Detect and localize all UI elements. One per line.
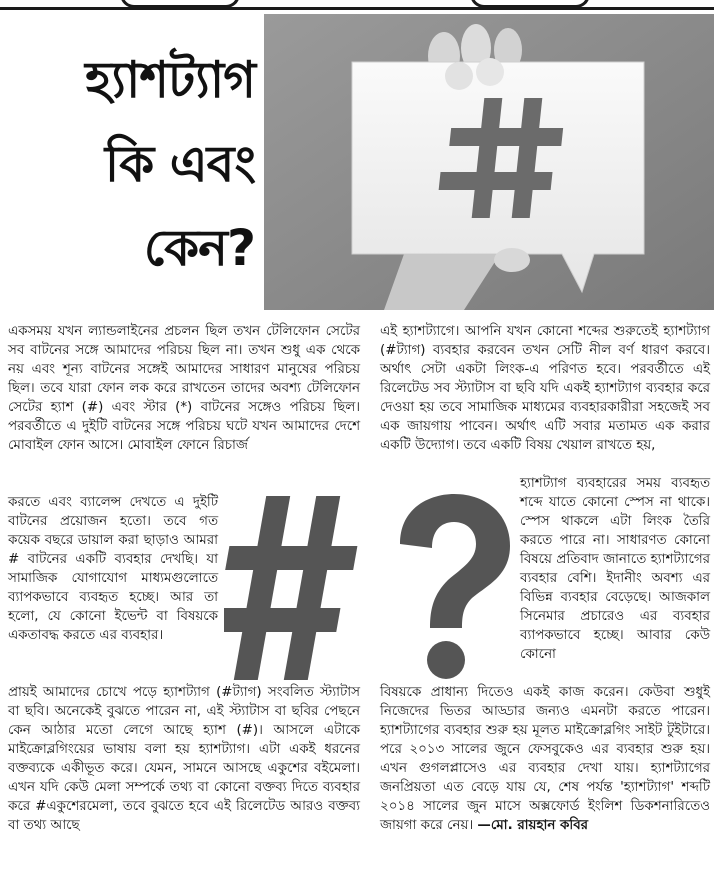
- headline: [40, 38, 255, 298]
- article-paragraph: একসময় যখন ল্যান্ডলাইনের প্রচলন ছিল তখন টেলিফোন সেটের সব বাটনের সঙ্গে আমাদের পরিচয় ছিল না। তখন শুধু এক থেকে নয় এবং শূন্য বাটনের সঙ্গেই আমাদের সাধারণ মানুষের পরিচয় ছিল। তবে যারা ফোন লক করে রাখতেন তাদের অবশ্য টেলিফোন সেটের হ্যাশ (#) এবং স্টার (*) বাটনের সঙ্গেও পরিচয় ছিল। পরবর্তীতে এ দুইটি বাটনের সঙ্গে পরিচয় ঘটে যখন আমাদের দেশে মোবাইল ফোন আসে। মোবাইল ফোনে রিচার্জ: [8, 324, 360, 453]
- article-column-left-top: [8, 322, 360, 455]
- article-paragraph: এই হ্যাশট্যাগে। আপনি যখন কোনো শব্দের শুরুতেই হ্যাশট্যাগ (#ট্যাগ) ব্যবহার করবেন তখন সেটি নীল বর্ণ ধারণ করবে। অর্থাৎ সেটা একটা লিংক-এ পরিণত হবে। পরবর্তীতে এই রিলেটেড সব স্ট্যাটাস বা ছবি যদি একই হ্যাশট্যাগ ব্যবহার করে দেওয়া হয় তবে সামাজিক মাধ্যমের ব্যবহারকারীরা সহজেই সব এক জায়গায় পাবেন। অর্থাৎ এটি সবার মতামত এক করার একটি উদ্যোগ। তবে একটি বিষয় খেয়াল রাখতে হয়,: [380, 324, 710, 453]
- previous-article-frame: [470, 0, 590, 8]
- previous-article-frame: [120, 0, 240, 8]
- article-column-right-narrow: [520, 474, 710, 664]
- big-question-mark-icon: [400, 494, 510, 679]
- headline-line-1: হ্যাশট্যাগ: [85, 51, 255, 109]
- hashtag-photo: [264, 14, 714, 310]
- hashtag-speech-bubble-icon: [264, 14, 714, 310]
- article-column-left-narrow: [8, 493, 218, 645]
- hash-question-graphic: [224, 488, 520, 684]
- big-hash-icon: [224, 496, 366, 680]
- article-text: বিষয়কে প্রাধান্য দিতেও একই কাজ করেন। কেউবা শুধুই নিজেদের ভিতর আড্ডার জন্যও এমনটা করতে পারেন। হ্যাশট্যাগের ব্যবহার শুরু হয় মূলত মাইক্রোব্লগিং সাইট টুইটারে। পরে ২০১৩ সালের জুনে ফেসবুকেও এর ব্যবহার শুরু হয়। এখন গুগলপ্লাসেও এর ব্যবহার দেখা যায়। হ্যাশট্যাগের জনপ্রিয়তা এত বেড়ে যায় যে, শেষ পর্যন্ত 'হ্যাশট্যাগ' শব্দটি ২০১৪ সালের জুন মাসে অক্সফোর্ড ইংলিশ ডিকশনারিতেও জায়গা করে নেয়।: [380, 685, 710, 833]
- article-column-right-top: [380, 322, 710, 455]
- article-paragraph: হ্যাশট্যাগ ব্যবহারের সময় ব্যবহৃত শব্দে যাতে কোনো স্পেস না থাকে। স্পেস থাকলে এটা লিংক তৈরি করতে পারে না। সাধারণত কোনো বিষয়ে প্রতিবাদ জানাতে হ্যাশট্যাগের ব্যবহার বেশি। ইদানীং অবশ্য এর বিভিন্ন ব্যবহার বেড়েছে। আজকাল সিনেমার প্রচারেও এর ব্যবহার ব্যাপকভাবে হচ্ছে। আবার কেউ কোনো: [520, 476, 710, 662]
- headline-line-2: কি এবং: [104, 135, 255, 193]
- headline-line-3: কেন?: [143, 219, 255, 277]
- article-paragraph: [380, 683, 710, 835]
- article-column-right-bottom: [380, 683, 710, 835]
- article-paragraph: প্রায়ই আমাদের চোখে পড়ে হ্যাশট্যাগ (#ট্যাগ) সংবলিত স্ট্যাটাস বা ছবি। অনেকেই বুঝতে পারেন না, এই স্ট্যাটাস বা ছবির পেছনে কেন আঠার মতো লেগে আছে হ্যাশ (#)। আসলে এটাকে মাইক্রোব্লগিংয়ের ভাষায় বলা হয় হ্যাশট্যাগ। এটা একই ধরনের বক্তব্যকে একীভূত করে। যেমন, সামনে আসছে একুশের বইমেলা। এখন যদি কেউ মেলা সম্পর্কে তথ্য বা কোনো বক্তব্য দিতে ব্যবহার করে #একুশেরমেলা, তবে বুঝতে হবে এই রিলেটেড আরও বক্তব্য বা তথ্য আছে: [8, 685, 360, 833]
- top-border-strip: [0, 0, 714, 10]
- article-paragraph: করতে এবং ব্যালেন্স দেখতে এ দুইটি বাটনের প্রয়োজন হতো। তবে গত কয়েক বছরে ডায়াল করা ছাড়াও আমরা # বাটনের একটি ব্যবহার দেখছি। যা সামাজিক যোগাযোগ মাধ্যমগুলোতে ব্যাপকভাবে ব্যবহৃত হচ্ছে। আর তা হলো, যে কোনো ইভেন্ট বা বিষয়কে একতাবদ্ধ করতে এর ব্যবহার।: [8, 495, 218, 643]
- article-column-left-bottom: [8, 683, 360, 835]
- author-byline: —মো. রায়হান কবির: [477, 818, 589, 833]
